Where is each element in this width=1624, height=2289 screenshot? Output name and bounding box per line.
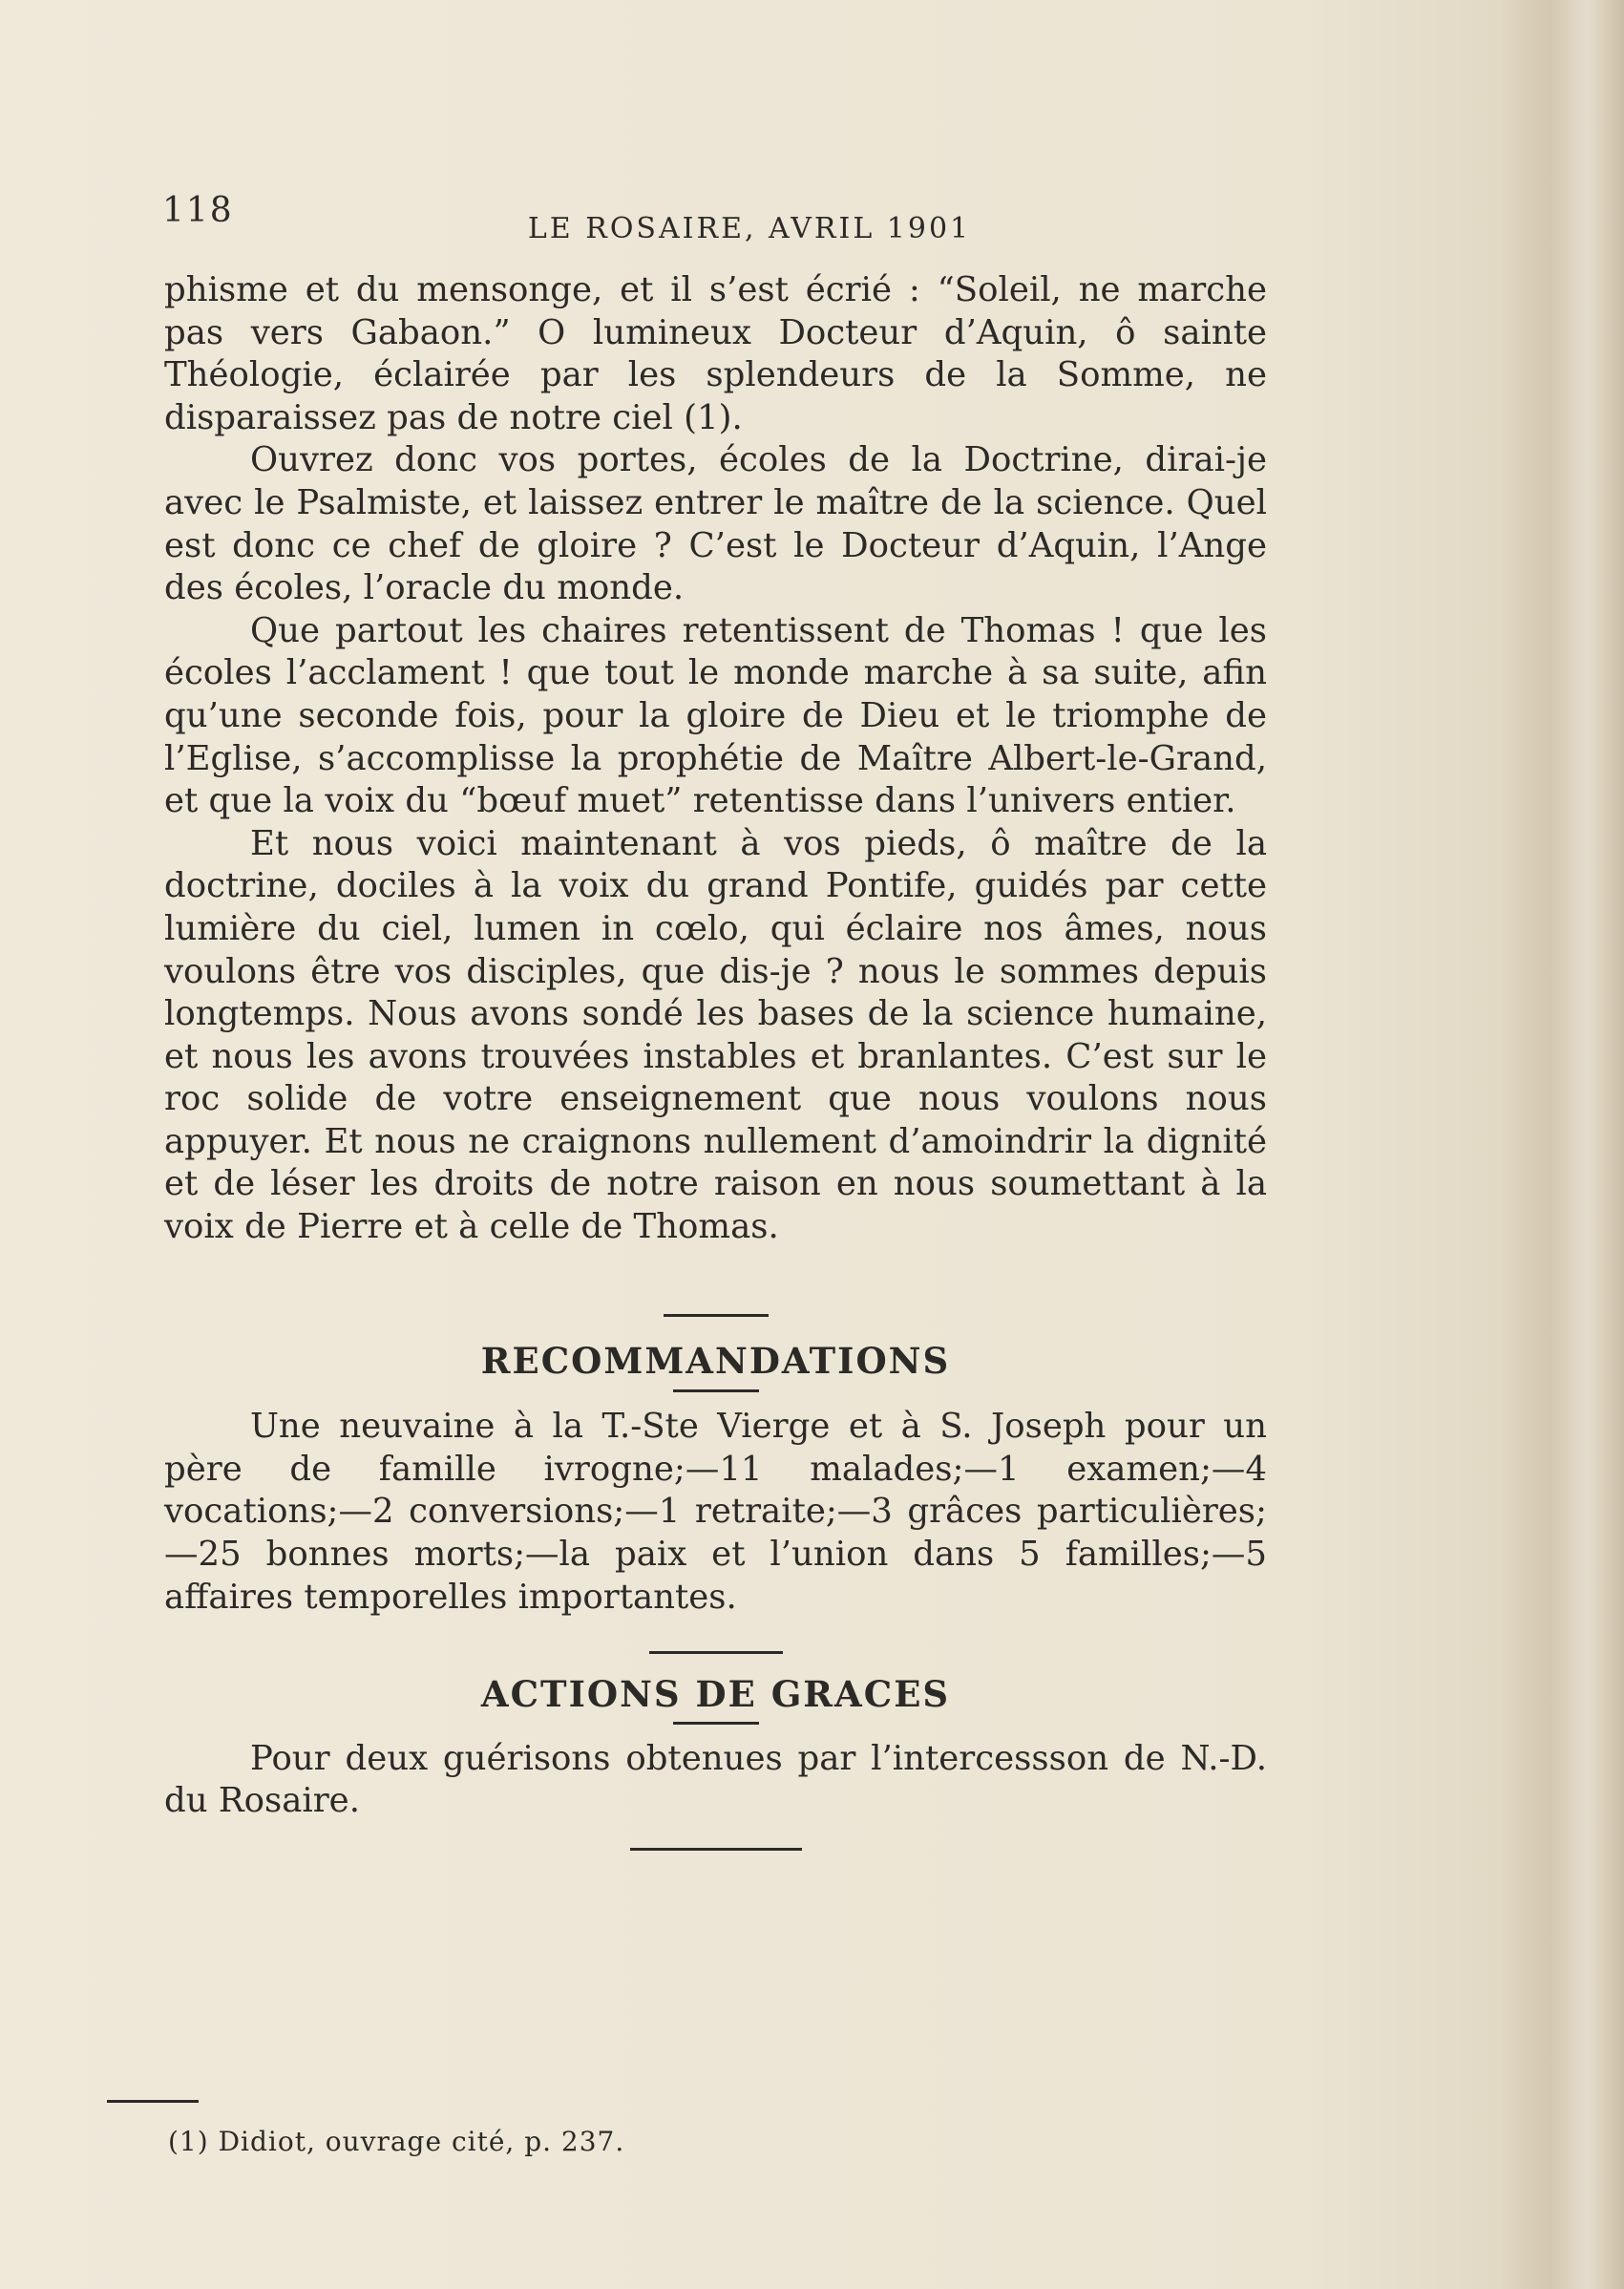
paragraph-1: phisme et du mensonge, et il s’est écrié : “Soleil, ne marche pas vers Gabaon.” O lumineux Docteur d’Aquin, ô sainte Théologie, éclairée par les splendeurs de la Somme, ne disparaissez pas de notre ciel (1).: [164, 270, 1267, 437]
recommandations-text: Une neuvaine à la T.-Ste Vierge et à S. Joseph pour un père de famille ivrogne;—11 malades;—1 examen;—4 vocations;—2 conversions;—1 retraite;—3 grâces particulières;—25 bonnes morts;—la paix et l’union dans 5 familles;—5 affaires temporelles importantes.: [164, 1407, 1267, 1617]
footnote-rule: [107, 2100, 199, 2103]
closing-divider: [630, 1848, 802, 1851]
page-number: 118: [162, 191, 234, 230]
running-title: LE ROSAIRE, AVRIL 1901: [527, 212, 972, 245]
title-underline: [673, 1389, 759, 1392]
recommandations-title: RECOMMANDATIONS: [480, 1339, 951, 1382]
page-header: [162, 191, 1298, 248]
section-divider: [649, 1651, 783, 1654]
actions-de-graces-title: ACTIONS DE GRACES: [480, 1673, 951, 1716]
section-divider: [664, 1314, 769, 1317]
title-underline: [673, 1722, 759, 1725]
page-fold-shadow: [1500, 0, 1624, 2289]
body-text: [164, 269, 1267, 1851]
paragraph-4: Et nous voici maintenant à vos pieds, ô maître de la doctrine, dociles à la voix du grand Pontife, guidés par cette lumière du ciel, lumen in cœlo, qui éclaire nos âmes, nous voulons être vos disciples, que dis-je ? nous le sommes depuis longtemps. Nous avons sondé les bases de la science humaine, et nous les avons trouvées instables et branlantes. C’est sur le roc solide de votre enseignement que nous voulons nous appuyer. Et nous ne craignons nullement d’amoindrir la dignité et de léser les droits de notre raison en nous soumettant à la voix de Pierre et à celle de Thomas.: [164, 823, 1267, 1247]
footnote: (1) Didiot, ouvrage cité, p. 237.: [168, 2126, 625, 2157]
actions-de-graces-text: Pour deux guérisons obtenues par l’intercessson de N.-D. du Rosaire.: [164, 1738, 1267, 1821]
paragraph-3: Que partout les chaires retentissent de Thomas ! que les écoles l’acclament ! que tout le monde marche à sa suite, afin qu’une seconde fois, pour la gloire de Dieu et le triomphe de l’Eglise, s’accomplisse la prophétie de Maître Albert-le-Grand, et que la voix du “bœuf muet” retentisse dans l’univers entier.: [164, 610, 1267, 821]
paragraph-2: Ouvrez donc vos portes, écoles de la Doctrine, dirai-je avec le Psalmiste, et laissez entrer le maître de la science. Quel est donc ce chef de gloire ? C’est le Docteur d’Aquin, l’Ange des écoles, l’oracle du monde.: [164, 440, 1267, 608]
